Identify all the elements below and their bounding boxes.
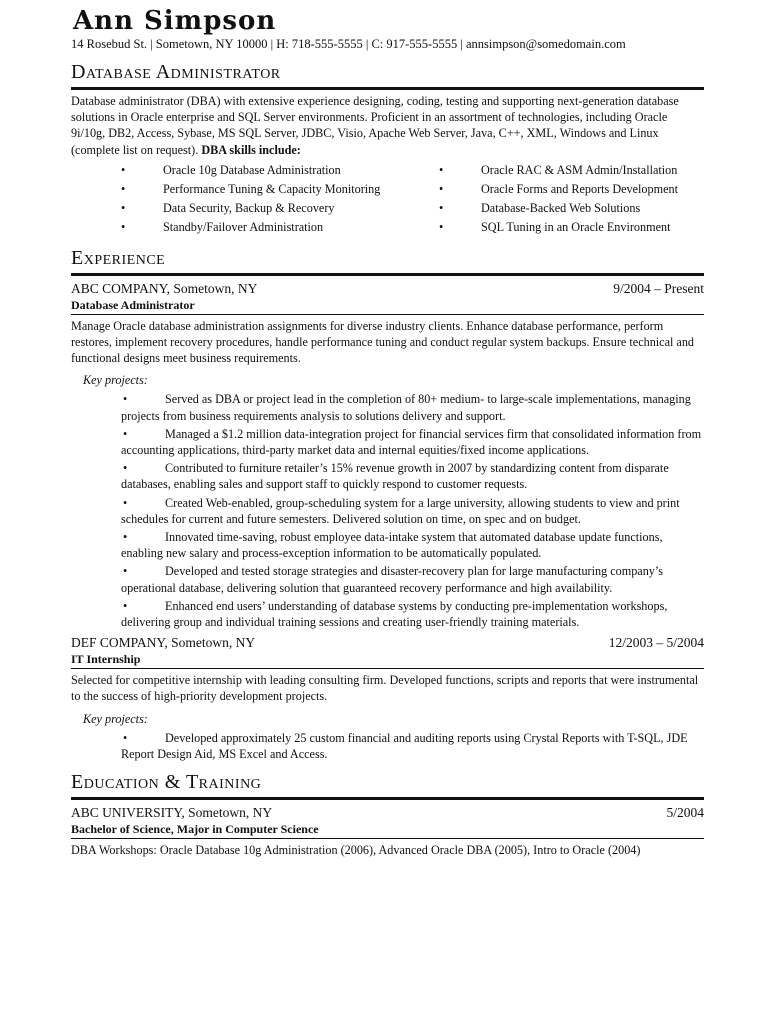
- job-company: ABC COMPANY, Sometown, NY: [71, 280, 258, 296]
- experience-heading: Experience: [71, 246, 166, 269]
- project-text: Developed approximately 25 custom financial and auditing reports using Crystal Reports with T-SQL, JDE Report Design Aid, MS Excel and Access.: [121, 730, 688, 761]
- bullet: •: [123, 461, 128, 476]
- skill-item: [439, 219, 719, 235]
- skill-text: Standby/Failover Administration: [163, 219, 324, 234]
- skill-item: [121, 219, 431, 235]
- key-projects-label: Key projects:: [83, 373, 148, 388]
- job-description: Manage Oracle database administration assignments for diverse industry clients. Enhance database performance, perform restores, implement recovery procedures, handle performance tuning and conduct regular system backups. Ensure technical and functional designs meet business requirements.: [71, 318, 695, 366]
- summary-heading: Database Administrator: [71, 61, 281, 83]
- candidate-name: Ann Simpson: [73, 6, 277, 36]
- summary-paragraph: [71, 93, 704, 158]
- project-list: [121, 730, 704, 762]
- job-divider: [71, 314, 704, 315]
- bullet: •: [123, 530, 128, 545]
- bullet: •: [439, 200, 444, 215]
- skills-list: [71, 162, 704, 238]
- job-dates: 9/2004 – Present: [613, 280, 704, 296]
- project-item: [121, 598, 704, 630]
- skill-item: [121, 162, 431, 178]
- school-name: ABC UNIVERSITY, Sometown, NY: [71, 805, 273, 821]
- job-header: [71, 634, 704, 651]
- project-item: [121, 426, 704, 458]
- key-projects-label: Key projects:: [83, 711, 148, 726]
- bullet: •: [439, 162, 444, 177]
- bullet: •: [121, 200, 126, 215]
- skill-item: [121, 181, 431, 197]
- job-description: Selected for competitive internship with leading consulting firm. Developed functions, scripts and reports that were instrumental to the success of high-priority development projects.: [71, 673, 699, 704]
- bullet: •: [123, 426, 128, 441]
- bullet: •: [123, 495, 128, 510]
- project-list: [121, 391, 704, 630]
- skill-item: [121, 200, 431, 216]
- education-section: [71, 770, 704, 800]
- skill-text: SQL Tuning in an Oracle Environment: [481, 219, 671, 234]
- job-title: Database Administrator: [71, 297, 195, 312]
- skill-item: [439, 181, 719, 197]
- skills-label: DBA skills include:: [201, 142, 301, 157]
- project-item: [121, 730, 704, 762]
- bullet: •: [121, 162, 126, 177]
- education-heading: Education & Training: [71, 771, 262, 794]
- summary-text: Database administrator (DBA) with extensive experience designing, coding, testing and supporting next-generation database solutions in Oracle enterprise and SQL Server environments. Proficient in an assortment of technologies, including Oracle 9i/10g, DB2, Access, Sybase, MS SQL Server, JDBC, Visio, Apache Web Server, Java, C++, XML, Windows and Linux (complete list on request).: [71, 94, 679, 157]
- project-item: [121, 563, 704, 595]
- project-text: Managed a $1.2 million data-integration project for financial services firm that consolidated information from accounting applications, third-party market data and internal equities/fixed income applications.: [121, 426, 702, 458]
- skill-item: [439, 200, 719, 216]
- skill-text: Database-Backed Web Solutions: [481, 200, 641, 215]
- graduation-date: 5/2004: [666, 805, 704, 821]
- job-header: [71, 280, 704, 297]
- job-divider: [71, 668, 704, 669]
- job-title: IT Internship: [71, 652, 141, 667]
- project-item: [121, 460, 704, 492]
- section-divider: [71, 797, 704, 800]
- skill-text: Data Security, Backup & Recovery: [163, 200, 335, 215]
- skill-text: Oracle 10g Database Administration: [163, 162, 341, 177]
- section-divider: [71, 273, 704, 276]
- skill-text: Oracle Forms and Reports Development: [481, 181, 678, 196]
- project-text: Contributed to furniture retailer’s 15% revenue growth in 2007 by standardizing content from disparate databases, enabling sales and support staff to quickly respond to customer requests.: [121, 461, 669, 492]
- bullet: •: [439, 181, 444, 196]
- project-text: Innovated time-saving, robust employee data-intake system that automated database update functions, enabling new salary and process-exception information to be automatically populated.: [121, 530, 663, 561]
- project-text: Created Web-enabled, group-scheduling system for a large university, allowing students to view and print schedules for current and future semesters. Delivered solution on time, on spec and on budget.: [121, 495, 680, 526]
- skill-text: Oracle RAC & ASM Admin/Installation: [481, 162, 678, 177]
- project-text: Enhanced end users’ understanding of database systems by conducting pre-implementation workshops, delivering group and individual training sessions and creating user-friendly training materials.: [121, 598, 668, 630]
- bullet: •: [123, 598, 128, 613]
- bullet: •: [439, 219, 444, 234]
- skill-text: Performance Tuning & Capacity Monitoring: [163, 181, 381, 196]
- skills-column-right: [439, 162, 719, 238]
- education-divider: [71, 838, 704, 839]
- degree: Bachelor of Science, Major in Computer Science: [71, 822, 319, 837]
- project-item: [121, 529, 704, 561]
- school-header: [71, 804, 704, 821]
- skills-column-left: [121, 162, 431, 238]
- project-text: Served as DBA or project lead in the completion of 80+ medium- to large-scale implementations, managing projects from business requirements analysis to solutions delivery and support.: [121, 392, 691, 423]
- section-divider: [71, 87, 704, 90]
- job-dates: 12/2003 – 5/2004: [608, 635, 704, 651]
- project-text: Developed and tested storage strategies and disaster-recovery plan for large manufacturing company’s operational database, delivering solution that guaranteed recovery performance and high availability.: [121, 564, 664, 595]
- project-item: [121, 391, 704, 423]
- summary-section: [71, 60, 704, 90]
- bullet: •: [123, 392, 128, 407]
- workshops: DBA Workshops: Oracle Database 10g Administration (2006), Advanced Oracle DBA (2005), Intro to Oracle (2004): [71, 843, 641, 858]
- bullet: •: [123, 564, 128, 579]
- contact-line: 14 Rosebud St. | Sometown, NY 10000 | H: 718-555-5555 | C: 917-555-5555 | annsimpson@somedomain.com: [71, 37, 626, 51]
- project-item: [121, 495, 704, 527]
- bullet: •: [121, 181, 126, 196]
- skill-item: [439, 162, 719, 178]
- bullet: •: [123, 730, 128, 745]
- experience-section: [71, 246, 704, 276]
- bullet: •: [121, 219, 126, 234]
- job-company: DEF COMPANY, Sometown, NY: [71, 635, 256, 651]
